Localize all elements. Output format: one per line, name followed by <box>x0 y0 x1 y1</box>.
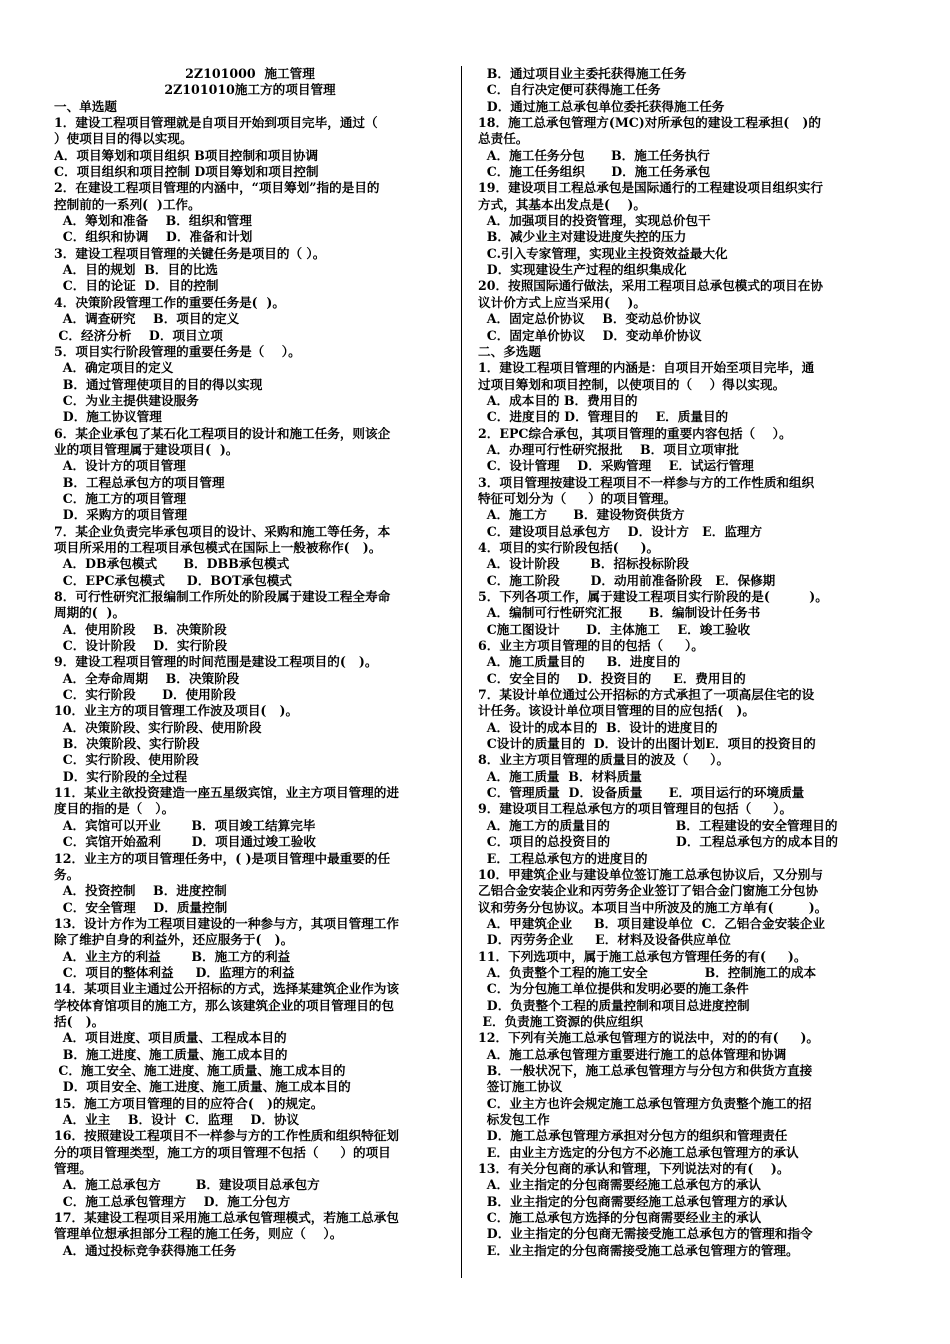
text-line: 务。 <box>54 866 80 882</box>
text-line: A．施工质量 B．材料质量 <box>478 768 642 784</box>
text-line: 10．甲建筑企业与建设单位签订施工总承包协议后，又分别与 <box>478 866 823 882</box>
text-line: B．减少业主对建设进度失控的压力 <box>478 229 687 245</box>
text-line: C．施工方的项目管理 <box>54 490 187 506</box>
text-line: C．施工阶段 D．动用前准备阶段 E．保修期 <box>478 572 776 588</box>
text-line: C．EPC承包模式 D．BOT承包模式 <box>54 572 292 588</box>
text-line: A．项目筹划和项目组织 B项目控制和项目协调 <box>54 147 319 163</box>
text-line: A．加强项目的投资管理，实现总价包干 <box>478 213 711 229</box>
text-line: A．施工任务分包 B．施工任务执行 <box>478 147 710 163</box>
text-line: C．施工安全、施工进度、施工质量、施工成本目的 <box>54 1062 346 1078</box>
text-line: 9．建设项目工程总承包方的项目管理目的包括（ ）。 <box>478 801 793 817</box>
text-line: A．施工方的质量目的 B．工程建设的安全管理目的 <box>478 817 838 833</box>
text-line: C．施工总承包方选择的分包商需要经业主的承认 <box>478 1210 762 1226</box>
text-line: A．投资控制 B．进度控制 <box>54 883 227 899</box>
text-line: E．业主指定的分包商需接受施工总承包管理方的管理。 <box>478 1242 799 1258</box>
text-line: C．业主方也许会规定施工总承包管理方负责整个施工的招 <box>478 1095 812 1111</box>
text-line: A．业主 B．设计 C．监理 D．协议 <box>54 1112 300 1127</box>
text-line: A．筹划和准备 B．组织和管理 <box>54 213 252 229</box>
text-line: 3．项目管理按建设工程项目不一样参与方的工作性质和组织 <box>478 474 815 490</box>
text-line: A．成本目的 B．费用目的 <box>478 392 638 408</box>
text-line: 18．施工总承包管理方(MC)对所承包的建设工程承担( )的 <box>478 115 821 131</box>
text-line: C．安全目的 D．投资目的 E．费用目的 <box>478 670 746 686</box>
text-line: 周期的( )。 <box>54 605 126 621</box>
text-line: A．项目进度、项目质量、工程成本目的 <box>54 1030 287 1046</box>
text-line: 括( )。 <box>54 1013 105 1029</box>
text-line: 16．按照建设工程项目不一样参与方的工作性质和组织特征划 <box>54 1128 399 1144</box>
text-line: 14．某项目业主通过公开招标的方式，选择某建筑企业作为该 <box>54 981 399 997</box>
text-line: A．设计方的项目管理 <box>54 458 186 474</box>
text-line: 1．建设工程项目管理的内涵是：自项目开始至项目完毕，通 <box>478 360 815 376</box>
text-line: 4．项目的实行阶段包括( )。 <box>478 539 660 555</box>
text-line: 二、多选题 <box>478 343 541 359</box>
text-line: 议计价方式上应当采用( )。 <box>478 294 646 310</box>
text-line: E．工程总承包方的进度目的 <box>478 850 648 866</box>
text-line: C．实行阶段、使用阶段 <box>54 752 199 768</box>
text-line: A．通过投标竞争获得施工任务 <box>54 1242 237 1258</box>
text-line: 2．在建设工程项目管理的内涵中，“项目筹划”指的是目的 <box>54 180 380 196</box>
text-line: 学校体育馆项目的施工方，那么该建筑企业的项目管理目的包 <box>54 997 395 1013</box>
text-line: 管理单位想承担部分工程的施工任务，则应（ ）。 <box>54 1226 343 1242</box>
text-line: C．为业主提供建设服务 <box>54 392 199 408</box>
text-line: 分的项目管理类型，施工方的项目管理不包括（ ）的项目 <box>54 1144 391 1160</box>
text-line: E．负责施工资源的供应组织 <box>478 1013 644 1029</box>
text-line: C．建设项目总承包方 D．设计方 E．监理方 <box>478 523 763 539</box>
text-line: A．宾馆可以开业 B．项目竣工结算完毕 <box>54 817 316 833</box>
text-line: A．办理可行性研究报批 B．项目立项审批 <box>478 441 739 457</box>
text-line: 10．业主方的项目管理工作波及项目( )。 <box>54 703 299 719</box>
column-divider <box>461 66 462 1278</box>
text-line: 3．建设工程项目管理的关键任务是项目的（ ）。 <box>54 245 326 261</box>
text-line: 15．施工方项目管理的目的应符合( )的规定。 <box>54 1095 324 1111</box>
text-line: 9．建设工程项目管理的时间范围是建设工程项目的( )。 <box>54 654 378 670</box>
text-line: 12．业主方的项目管理任务中，( )是项目管理中最重要的任 <box>54 850 391 866</box>
text-line: C．施工任务组织 D．施工任务承包 <box>478 164 711 180</box>
text-line: 特征可划分为（ ）的项目管理。 <box>478 490 677 506</box>
text-line: 5．项目实行阶段管理的重要任务是（ ）。 <box>54 343 301 359</box>
page-title-line: 2Z101010施工方的项目管理 <box>164 82 336 98</box>
text-line: 13．设计方作为工程项目建设的一种参与方，其项目管理工作 <box>54 915 399 931</box>
text-line: A．DB承包模式 B．DBB承包模式 <box>54 556 290 572</box>
text-line: A．决策阶段、实行阶段、使用阶段 <box>54 719 262 735</box>
text-line: A．负责整个工程的施工安全 B．控制施工的成本 <box>478 964 817 980</box>
text-line: 8．业主方项目管理的质量目的波及（ ）。 <box>478 752 730 768</box>
text-line: C设计的质量目的 D．设计的出图计划E．项目的投资目的 <box>478 736 816 752</box>
text-line: 6．业主方项目管理的目的包括（ ）。 <box>478 638 704 654</box>
text-line: A．使用阶段 B．决策阶段 <box>54 621 227 637</box>
text-line: A．固定总价协议 B．变动总价协议 <box>478 311 702 327</box>
text-line: C．管理质量 D．设备质量 E．项目运行的环境质量 <box>478 785 805 801</box>
text-line: A．目的规划 B．目的比选 <box>54 262 218 278</box>
text-line: D．实行阶段的全过程 <box>54 768 188 784</box>
text-line: 5．下列各项工作，属于建设工程项目实行阶段的是( )。 <box>478 589 828 604</box>
text-line: C.引入专家管理，实现业主投资效益最大化 <box>478 245 728 261</box>
text-line: 6．某企业承包了某石化工程项目的设计和施工任务，则该企 <box>54 425 391 441</box>
text-line: 12．下列有关施工总承包管理方的说法中，对的的有( )。 <box>478 1030 820 1046</box>
text-line: C．组织和协调 D．准备和计划 <box>54 229 253 245</box>
text-line: D．项目安全、施工进度、施工质量、施工成本目的 <box>54 1079 351 1095</box>
text-line: 业的项目管理属于建设项目( )。 <box>54 441 239 457</box>
text-line: 4．决策阶段管理工作的重要任务是( )。 <box>54 294 285 310</box>
text-line: A．全寿命周期 B．决策阶段 <box>54 670 240 686</box>
text-line: 控制前的一系列( )工作。 <box>54 196 201 212</box>
text-line: C．实行阶段 D．使用阶段 <box>54 687 236 703</box>
text-line: C．目的论证 D．目的控制 <box>54 278 219 294</box>
text-line: 标发包工作 <box>478 1112 550 1127</box>
text-line: 2．EPC综合承包，其项目管理的重要内容包括（ ）。 <box>478 425 792 441</box>
text-line: 乙铝合金安装企业和丙劳务企业签订了铝合金门窗施工分包协 <box>478 883 819 899</box>
text-line: C．固定单价协议 D．变动单价协议 <box>478 327 702 343</box>
text-line: A．编制可行性研究汇报 B．编制设计任务书 <box>478 605 761 621</box>
text-line: 一、单选题 <box>54 98 117 114</box>
text-line: B．通过管理使项目的目的得以实现 <box>54 376 263 392</box>
text-line: C．项目的总投资目的 D．工程总承包方的成本目的 <box>478 834 838 850</box>
text-line: 13．有关分包商的承认和管理，下列说法对的有( )。 <box>478 1161 790 1177</box>
text-line: A．调查研究 B．项目的定义 <box>54 311 240 327</box>
text-line: B．一般状况下，施工总承包管理方与分包方和供货方直接 <box>478 1062 813 1078</box>
text-line: 1．建设工程项目管理就是自项目开始到项目完毕，通过（ <box>54 115 378 131</box>
text-line: 11．下列选项中，属于施工总承包方管理任务的有( )。 <box>478 948 807 964</box>
text-line: ）使项目目的得以实现。 <box>54 131 193 147</box>
text-line: A．甲建筑企业 B．项目建设单位 C．乙铝合金安装企业 <box>478 915 825 931</box>
text-line: A．设计的成本目的 B．设计的进度目的 <box>478 719 718 735</box>
text-line: C．为分包施工单位提供和发明必要的施工条件 <box>478 981 749 997</box>
text-line: E．由业主方选定的分包方不必施工总承包管理方的承认 <box>478 1144 799 1160</box>
text-line: 20．按照国际通行做法，采用工程项目总承包模式的项目在协 <box>478 278 823 294</box>
text-line: C．自行决定便可获得施工任务 <box>478 82 661 98</box>
text-line: A．施工总承包方 B．建设项目总承包方 <box>54 1177 320 1193</box>
text-line: 方式，其基本出发点是( )。 <box>478 196 646 212</box>
text-line: A．施工质量目的 B．进度目的 <box>478 654 681 670</box>
text-line: 项目所采用的工程项目承包模式在国际上一般被称作( )。 <box>54 539 382 555</box>
text-line: A．确定项目的定义 <box>54 360 174 376</box>
text-line: 计任务。该设计单位项目管理的目的应包括( )。 <box>478 703 755 719</box>
text-line: A．业主方的利益 B．施工方的利益 <box>54 948 291 964</box>
text-line: 17．某建设工程项目采用施工总承包管理模式，若施工总承包 <box>54 1210 399 1226</box>
text-line: A．设计阶段 B．招标投标阶段 <box>478 556 690 572</box>
text-line: 11．某业主欲投资建造一座五星级宾馆，业主方项目管理的进 <box>54 785 399 801</box>
text-line: D．施工总承包管理方承担对分包方的组织和管理责任 <box>478 1128 788 1144</box>
text-line: A．施工总承包管理方重要进行施工的总体管理和协调 <box>478 1046 787 1062</box>
text-line: 总责任。 <box>478 131 529 147</box>
text-line: D．负责整个工程的质量控制和项目总进度控制 <box>478 997 750 1013</box>
text-line: 管理。 <box>54 1161 92 1177</box>
text-line: D．采购方的项目管理 <box>54 507 188 523</box>
text-line: B．决策阶段、实行阶段 <box>54 736 200 752</box>
text-line: C．设计阶段 D．实行阶段 <box>54 638 228 654</box>
text-line: A．施工方 B．建设物资供货方 <box>478 507 685 523</box>
text-line: B．通过项目业主委托获得施工任务 <box>478 66 687 81</box>
text-line: 8．可行性研究汇报编制工作所处的阶段属于建设工程全寿命 <box>54 589 391 604</box>
text-line: D．施工协议管理 <box>54 409 162 425</box>
text-line: 除了维护自身的利益外，还应服务于( )。 <box>54 932 294 948</box>
text-line: C．项目的整体利益 D．监理方的利益 <box>54 964 295 980</box>
text-line: 议和劳务分包协议。本项目当中所波及的施工方单有( )。 <box>478 899 828 915</box>
text-line: C．经济分析 D．项目立项 <box>54 327 223 343</box>
text-line: D．通过施工总承包单位委托获得施工任务 <box>478 98 725 114</box>
text-line: D．业主指定的分包商无需接受施工总承包方的管理和指令 <box>478 1226 813 1242</box>
text-line: C．设计管理 D．采购管理 E．试运行管理 <box>478 458 754 474</box>
text-line: 7．某企业负责完毕承包项目的设计、采购和施工等任务，本 <box>54 523 391 539</box>
text-line: D．实现建设生产过程的组织集成化 <box>478 262 687 278</box>
right-column <box>478 66 874 1259</box>
text-line: C．安全管理 D．质量控制 <box>54 899 228 915</box>
text-line: 度目的指的是（ ）。 <box>54 801 175 817</box>
text-line: C施工图设计 D．主体施工 E．竣工验收 <box>478 621 751 637</box>
left-column <box>54 66 446 1259</box>
text-line: C．进度目的 D．管理目的 E．质量目的 <box>478 409 729 425</box>
text-line: 过项目筹划和项目控制，以使项目的（ ）得以实现。 <box>478 376 786 392</box>
text-line: D．丙劳务企业 E．材料及设备供应单位 <box>478 932 731 948</box>
text-line: A．业主指定的分包商需要经施工总承包方的承认 <box>478 1177 762 1193</box>
text-line: 7．某设计单位通过公开招标的方式承担了一项高层住宅的设 <box>478 687 815 703</box>
text-line: B．工程总承包方的项目管理 <box>54 474 225 490</box>
text-line: C．施工总承包管理方 D．施工分包方 <box>54 1193 291 1209</box>
text-line: 19．建设项目工程总承包是国际通行的工程建设项目组织实行 <box>478 180 823 196</box>
page-title-line: 2Z101000 施工管理 <box>185 66 315 81</box>
text-line: C．项目组织和项目控制 D项目筹划和项目控制 <box>54 164 319 180</box>
text-line: C．宾馆开始盈利 D．项目通过竣工验收 <box>54 834 316 850</box>
text-line: B．施工进度、施工质量、施工成本目的 <box>54 1046 288 1062</box>
text-line: 签订施工协议 <box>478 1079 563 1095</box>
text-line: B．业主指定的分包商需要经施工总承包管理方的承认 <box>478 1193 788 1209</box>
